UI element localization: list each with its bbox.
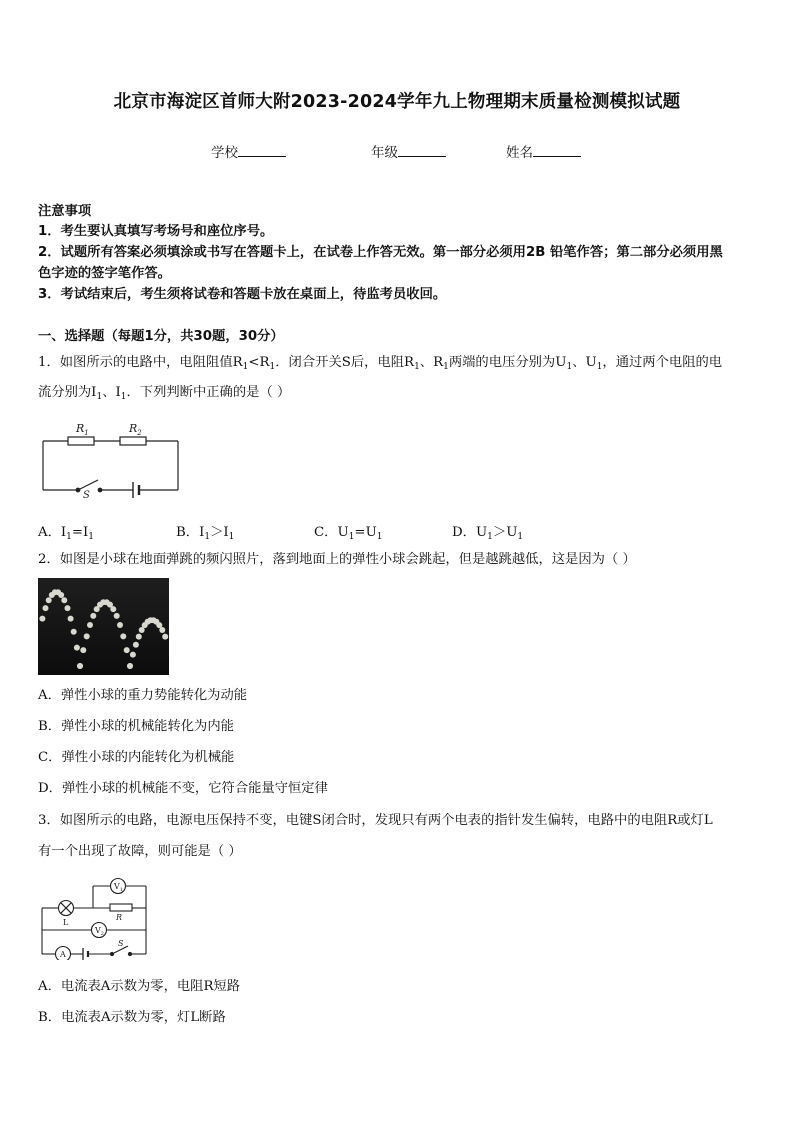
page-title: 北京市海淀区首师大附2023-2024学年九上物理期末质量检测模拟试题 [113, 92, 681, 112]
q1-option-d[interactable]: D．$U_1>U_1$ [452, 525, 524, 542]
q3-v1-label: $V_1$ [114, 882, 123, 893]
notice-item: 2．试题所有答案必须填涂或书写在答题卡上，在试卷上作答无效。第一部分必须用2B 铅笔作答；第二部分必须用黑 [38, 245, 723, 260]
ball-image [110, 606, 116, 612]
ball-image [43, 605, 49, 611]
q3-lamp-label: L [63, 918, 69, 927]
bouncing-ball-photo [38, 578, 169, 675]
q2-option-c[interactable]: C．弹性小球的内能转化为机械能 [38, 750, 235, 765]
ball-image [58, 592, 64, 598]
ball-image [90, 613, 96, 619]
q2-option-d[interactable]: D．弹性小球的机械能不变，它符合能量守恒定律 [38, 781, 328, 796]
name-blank[interactable] [533, 144, 581, 157]
ball-image [80, 647, 86, 653]
ball-image [61, 597, 67, 603]
ball-image [117, 622, 123, 628]
q1-option-c[interactable]: C．$U_1=U_1$ [314, 525, 383, 542]
school-blank[interactable] [238, 144, 286, 157]
q2-option-b[interactable]: B．弹性小球的机械能转化为内能 [38, 719, 234, 734]
q3-option-a[interactable]: A．电流表A示数为零，电阻R短路 [38, 979, 241, 994]
ball-image [65, 605, 71, 611]
ball-image [124, 647, 130, 653]
ball-image [136, 634, 142, 640]
q2-option-a[interactable]: A．弹性小球的重力势能转化为动能 [38, 688, 248, 703]
q3-v2-label: $V_2$ [95, 926, 104, 937]
q3-stem-line1: 3．如图所示的电路，电源电压保持不变，电键S闭合时，发现只有两个电表的指针发生偏转，电路中的电阻R或灯L [38, 813, 713, 828]
notice-item: 1．考生要认真填写考场号和座位序号。 [38, 224, 274, 239]
ball-image [68, 616, 74, 622]
notice-heading: 注意事项 [38, 204, 92, 219]
school-field[interactable] [211, 141, 286, 161]
q1-r1-label: $R_1$ [76, 422, 89, 437]
ball-image [133, 642, 139, 648]
ball-image [84, 633, 90, 639]
ball-image [39, 616, 45, 622]
ball-image [74, 645, 80, 651]
name-label: 姓名 [506, 145, 533, 161]
grade-blank[interactable] [398, 144, 446, 157]
ball-image [87, 622, 93, 628]
q3-stem-line2: 有一个出现了故障，则可能是（ ） [38, 844, 242, 859]
q1-stem-line2: 流分别为$I_1$、$I_1$．下列判断中正确的是（ ） [38, 385, 291, 402]
ball-image [159, 627, 165, 633]
q3-r-label: R [116, 913, 123, 922]
section-heading: 一、选择题（每题1分，共30题，30分） [38, 329, 284, 344]
q1-r2-label: $R_2$ [129, 422, 142, 437]
name-field[interactable] [506, 141, 581, 161]
q3-switch-label: S [118, 939, 124, 948]
ball-image [127, 663, 133, 669]
q3-ammeter-label: A [60, 950, 66, 959]
ball-image [120, 633, 126, 639]
q2-stem: 2．如图是小球在地面弹跳的频闪照片，落到地面上的弹性小球会跳起，但是越跳越低，这是因为（ ） [38, 552, 636, 567]
ball-image [71, 629, 77, 635]
school-label: 学校 [211, 145, 238, 161]
ball-image [130, 652, 136, 658]
q1-option-b[interactable]: B．$I_1>I_1$ [176, 525, 235, 542]
ball-image [162, 634, 168, 640]
ball-image [46, 597, 52, 603]
grade-label: 年级 [371, 145, 398, 161]
q1-switch-label: S [83, 490, 90, 500]
notice-item: 色字迹的签字笔作答。 [38, 266, 171, 281]
q3-circuit-diagram [38, 876, 153, 960]
ball-image [114, 613, 120, 619]
q1-stem-line1: 1．如图所示的电路中，电阻阻值$R_1<R_1$．闭合开关S后，电阻$R_1$、$R_1$两端的电压分别为$U_1$、$U_1$，通过两个电阻的电 [38, 355, 723, 372]
ball-image [77, 663, 83, 669]
q3-option-b[interactable]: B．电流表A示数为零，灯L断路 [38, 1010, 226, 1025]
grade-field[interactable] [371, 141, 446, 161]
q1-option-a[interactable]: A．$I_1=I_1$ [38, 525, 95, 542]
notice-item: 3．考试结束后，考生须将试卷和答题卡放在桌面上，待监考员收回。 [38, 287, 447, 302]
q1-circuit-diagram [38, 418, 183, 500]
